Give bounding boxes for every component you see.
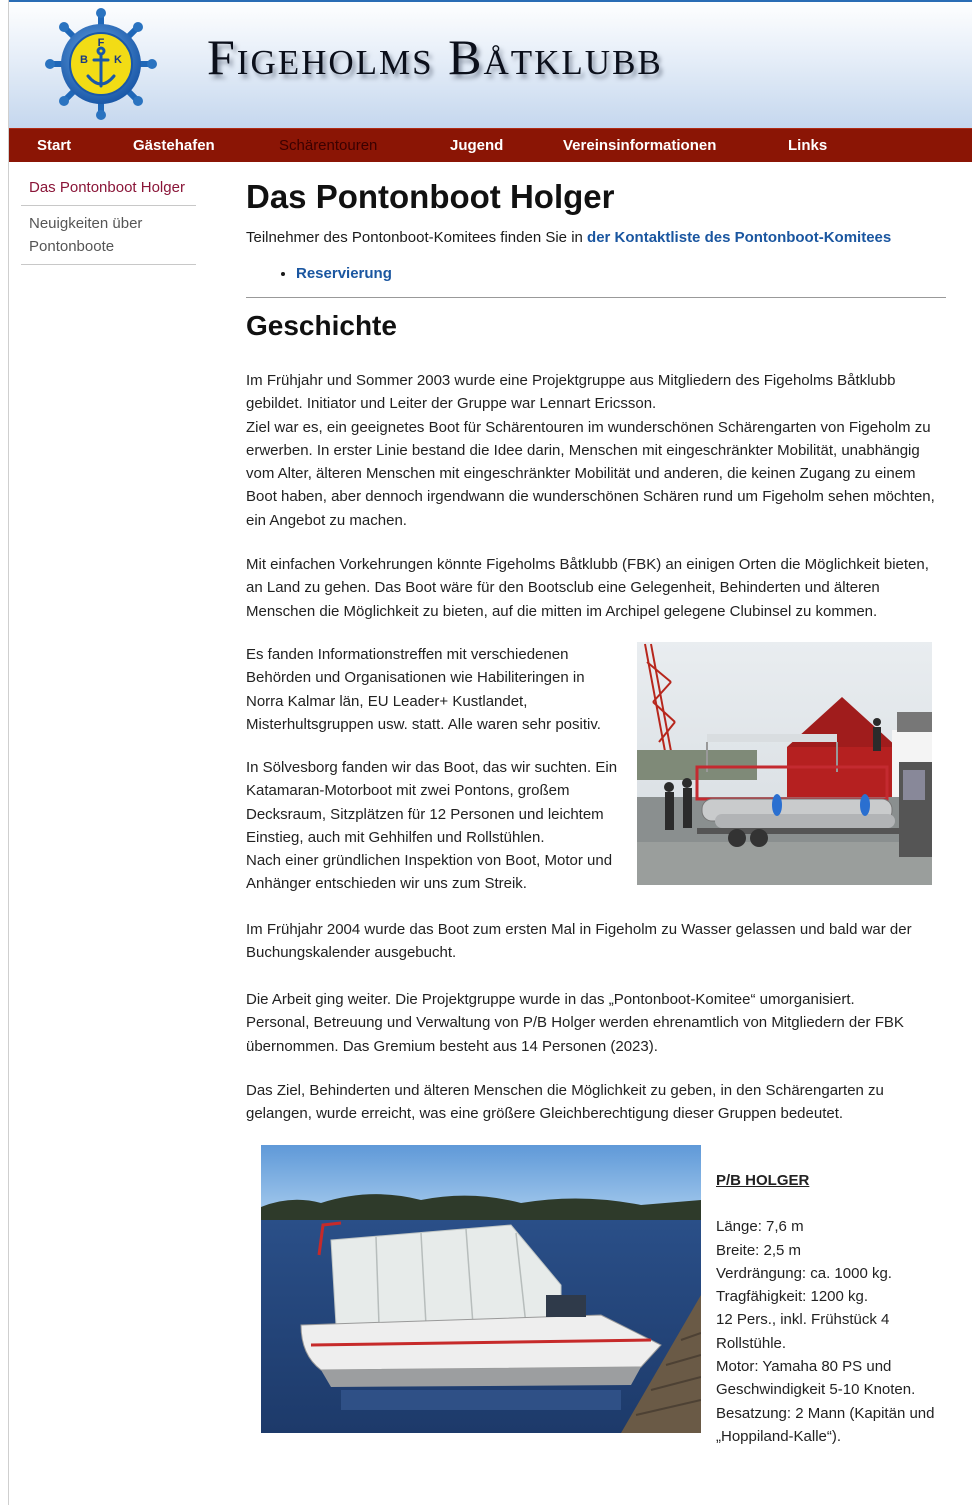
paragraph-text: In Sölvesborg fanden wir das Boot, das wir suchten. Ein Katamaran-Motorboot mit zwei Pontons, großem Decksraum, Sitzplätzen für 12 Personen und leichtem Einstieg, auch mit Gehhilfen und Rollstühlen.: [246, 759, 618, 846]
page-left-border: [8, 0, 9, 1505]
logo-letter-k: K: [114, 54, 122, 66]
nav-jugend[interactable]: Jugend: [450, 137, 504, 154]
nav-gastehafen[interactable]: Gästehafen: [133, 137, 215, 154]
reservation-link[interactable]: Reservierung: [296, 265, 392, 282]
history-paragraph-5: Im Frühjahr 2004 wurde das Boot zum ersten Mal in Figeholm zu Wasser gelassen und bald war der Buchungskalender ausgebucht.: [246, 921, 912, 962]
site-title: Figeholms Båtklubb: [207, 29, 663, 85]
club-logo-icon[interactable]: [45, 8, 157, 120]
history-paragraph-2: Mit einfachen Vorkehrungen könnte Figeholms Båtklubb (FBK) an einigen Orten die Möglichkeit bieten, an Land zu gehen. Das Boot wäre für den Bootsclub eine Gelegenheit, Behinderten und älteren Menschen die Möglichkeit zu bieten, auf die mitten im Archipel gelegene Clubinsel zu kommen.: [246, 556, 929, 620]
sidebar: [21, 170, 196, 265]
nav-vereinsinformationen[interactable]: Vereinsinformationen: [563, 137, 717, 154]
paragraph-text: Ziel war es, ein geeignetes Boot für Schärentouren im wunderschönen Schärengarten von Figeholm zu erwerben. In erster Linie bestand die Idee darin, Menschen mit eingeschränkter Mobilität, unabhängig vom Alter, älteren Menschen mit eingeschränkter Mobilität und anderen, die keinen Zugang zu einem Boot haben, aber dennoch irgendwann die wunderschönen Schären rund um Figeholm sehen möchten, ein Angebot zu machen.: [246, 418, 935, 529]
spec-line-width: Breite: 2,5 m: [716, 1241, 802, 1259]
spec-line-capacity: Tragfähigkeit: 1200 kg.: [716, 1288, 869, 1306]
sidebar-item-neuigkeiten[interactable]: Neuigkeiten über Pontonboote: [21, 206, 196, 265]
specs-spacer: [716, 1192, 941, 1215]
boat-on-water-image: [261, 1145, 701, 1433]
main-content: [246, 172, 946, 344]
spec-line-crew: Besatzung: 2 Mann (Kapitän und „Hoppiland-Kalle“).: [716, 1404, 935, 1445]
specs-title: P/B HOLGER: [716, 1172, 810, 1189]
paragraph-text: Nach einer gründlichen Inspektion von Boot, Motor und Anhänger entschieden wir uns zum Streik.: [246, 852, 613, 893]
logo-letter-b: B: [80, 54, 88, 66]
boat-on-trailer-image: [637, 642, 932, 885]
spec-line-length: Länge: 7,6 m: [716, 1218, 804, 1236]
history-paragraph-7: Das Ziel, Behinderten und älteren Menschen die Möglichkeit zu geben, in den Schärengarten zu gelangen, wurde erreicht, was eine größere Gleichberechtigung dieser Gruppen bedeutet.: [246, 1082, 884, 1123]
intro-text: Teilnehmer des Pontonboot-Komitees finden Sie in: [246, 229, 588, 246]
history-paragraph-1: [246, 369, 946, 532]
nav-links[interactable]: Links: [788, 137, 828, 154]
spec-line-persons: 12 Pers., inkl. Frühstück 4 Rollstühle.: [716, 1311, 890, 1352]
history-paragraph-6: [246, 988, 946, 1058]
section-divider: [246, 297, 946, 298]
site-header: [9, 0, 972, 128]
contact-list-link[interactable]: der Kontaktliste des Pontonboot-Komitees: [587, 229, 892, 246]
paragraph-text: Im Frühjahr und Sommer 2003 wurde eine Projektgruppe aus Mitgliedern des Figeholms Båtklubb gebildet. Initiator und Leiter der Gruppe war Lennart Ericsson.: [246, 372, 896, 413]
logo-letter-f: F: [97, 37, 105, 49]
boat-specs: [716, 1169, 941, 1448]
history-paragraph-3: Es fanden Informationstreffen mit verschiedenen Behörden und Organisationen wie Habiliteringen in Norra Kalmar län, EU Leader+ Kustlandet, Misterhultsgruppen usw. statt. Alle waren sehr positiv.: [246, 646, 601, 733]
list-item: [296, 263, 946, 285]
intro-line: [246, 227, 946, 249]
main-navigation: [9, 128, 972, 162]
spec-line-displacement: Verdrängung: ca. 1000 kg.: [716, 1264, 892, 1282]
paragraph-text: Die Arbeit ging weiter. Die Projektgruppe wurde in das „Pontonboot-Komitee“ umorganisiert.: [246, 991, 855, 1008]
page-title: Das Pontonboot Holger: [246, 178, 615, 215]
history-paragraph-4: [246, 756, 626, 896]
link-list: [246, 263, 946, 285]
header-top-line: [9, 0, 972, 2]
nav-scharentouren[interactable]: Schärentouren: [279, 137, 378, 154]
section-title: Geschichte: [246, 310, 397, 341]
nav-start[interactable]: Start: [37, 137, 72, 154]
sidebar-item-pontonboot-holger[interactable]: Das Pontonboot Holger: [21, 170, 196, 206]
paragraph-text: Personal, Betreuung und Verwaltung von P/B Holger werden ehrenamtlich von Mitgliedern der FBK übernommen. Das Gremium besteht aus 14 Personen (2023).: [246, 1014, 904, 1055]
spec-line-motor: Motor: Yamaha 80 PS und Geschwindigkeit 5-10 Knoten.: [716, 1358, 916, 1399]
